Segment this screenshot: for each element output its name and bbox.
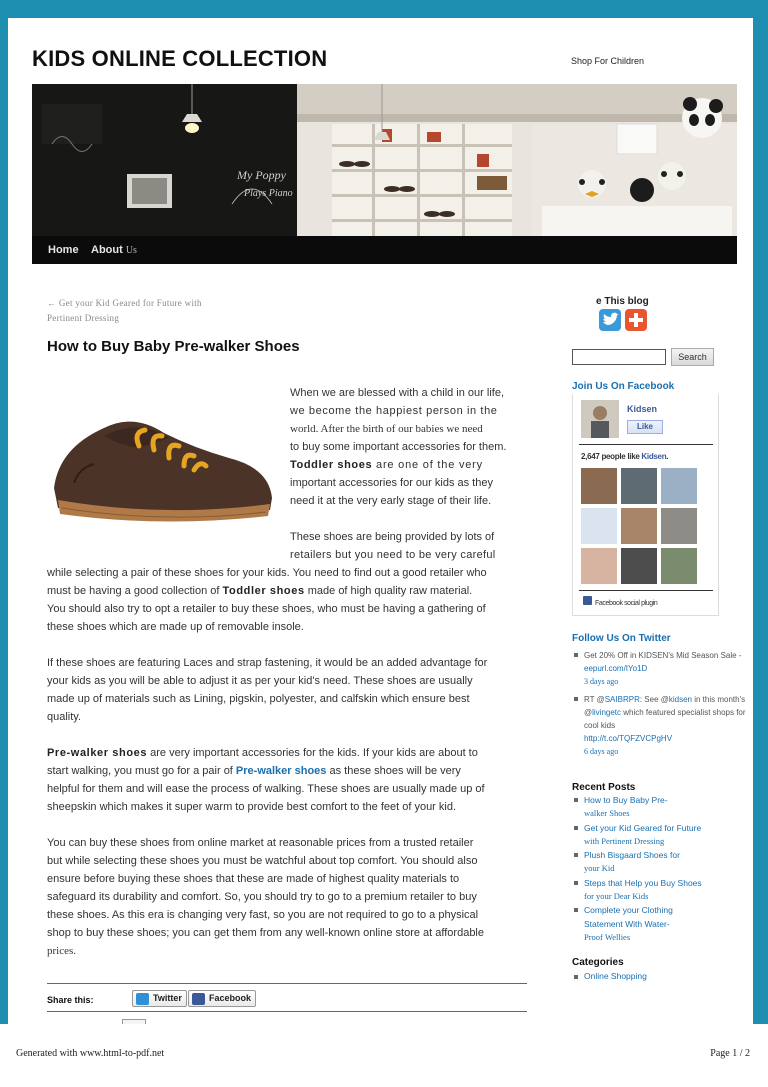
tweet-text: Get 20% Off in KIDSEN's Mid Season Sale - [584,651,742,660]
share-twitter-label: Twitter [153,993,182,1003]
prewalker-bold: Pre-walker shoes [47,747,148,759]
tweet-time[interactable]: 3 days ago [584,677,619,687]
svg-text:Plays Piano: Plays Piano [244,188,293,199]
fb-fan-avatar[interactable] [581,508,617,544]
p1-after-bold: are one of the very [372,459,483,471]
paragraph-3 [47,654,529,726]
facebook-icon [192,993,205,1005]
p4-text: start walking, you must go for a pair of [47,765,236,777]
bullet [574,881,578,885]
paragraph-5 [47,834,529,960]
recent-post-line: Plush Bisgaard Shoes for [584,850,680,861]
p4-text: are very important accessories for the kids. If your kids are about to [147,747,478,759]
previous-post-link[interactable] [47,296,237,326]
p4-line: helpful for them and will ease the process of walking. These shoes are usually made up of [47,783,485,795]
category-link[interactable] [572,971,742,981]
fb-like-button[interactable] [627,420,663,434]
addthis-plus-icon[interactable] [625,309,647,331]
recent-post-line: Statement With Water- [584,918,670,929]
p4-line: sheepskin which makes it super warm to provide best comfort to the feet of your kid. [47,801,457,813]
fb-page-name[interactable]: Kidsen [627,404,658,414]
tweet-text: in this month's @ [584,694,746,717]
share-twitter-button[interactable] [132,990,187,1007]
tweet-time[interactable]: 6 days ago [584,747,619,757]
p1-line-bold [290,456,506,474]
facebook-small-icon [583,596,592,605]
bullet [574,853,578,857]
recent-post-line: with Pertinent Dressing [584,835,665,846]
p2-line: while selecting a pair of these shoes for your kids. You need to find out a good retailer who [47,567,487,579]
fb-fan-avatar[interactable] [581,468,617,504]
recent-post-link[interactable] [572,877,747,904]
recent-posts-list [572,794,747,945]
p4-line [47,762,529,780]
p5-line: but while selecting these shoes you must be watchful about top comfort. You should also [47,855,478,867]
share-label: Share this: [47,995,94,1005]
paragraph-4 [47,744,529,816]
tweet-item [572,649,747,689]
p3-line: made up of materials such as Lining, pigskin, polyester, and calfskin which ensure best [47,693,470,705]
main-nav [32,236,737,264]
p1-line: When we are blessed with a child in our life, [290,387,504,399]
site-title[interactable]: KIDS ONLINE COLLECTION [32,46,328,71]
nav-about-label: About [91,244,123,256]
twitter-share-icon[interactable] [599,309,621,331]
tweet-text: RT @ [584,694,605,704]
p4-line [47,744,529,762]
fb-separator [579,590,713,591]
post-title: How to Buy Baby Pre-walker Shoes [47,338,300,355]
page-number: Page 1 / 2 [710,1048,750,1059]
more-share-button[interactable] [122,1019,146,1024]
tweet-link[interactable]: http://t.co/TQFZVCPgHV [584,734,673,744]
fb-count-suffix: . [666,452,669,461]
p3-line: If these shoes are featuring Laces and strap fastening, it would be an added advantage for [47,657,488,669]
recent-post-link[interactable] [572,822,747,849]
categories-title: Categories [572,957,624,968]
bullet [574,826,578,830]
p2-line: These shoes are being provided by lots of [290,531,495,543]
recent-post-line: Proof Wellies [584,931,631,942]
fb-like-count [581,452,668,461]
p5-line: You can buy these shoes from online market at reasonable prices from a trusted retailer [47,837,474,849]
prev-line1: Get your Kid Geared for Future with [58,298,202,308]
bullet [574,908,578,912]
p1-line: need it at the very early stage of their life. [290,495,492,507]
p2-text: must be having a good collection of [47,585,223,597]
category-label: Online Shopping [584,971,647,981]
recent-post-line: for your Dear Kids [584,891,649,902]
recent-post-line: Steps that Help you Buy Shoes [584,877,702,888]
header-banner-image [32,84,737,236]
tweet-user-link[interactable]: SAIBRPR [604,694,640,704]
twitter-widget-title: Follow Us On Twitter [572,633,671,644]
share-blog-heading: e This blog [596,296,649,307]
fb-fan-avatar[interactable] [581,548,617,584]
fb-fan-avatar[interactable] [621,468,657,504]
p5-line: prices. [47,945,77,957]
search-input[interactable] [572,349,666,365]
tweet-item [572,693,747,759]
share-facebook-label: Facebook [209,993,252,1003]
fb-fan-avatar[interactable] [621,548,657,584]
prev-arrow: ← [47,298,57,308]
fb-fan-avatar[interactable] [621,508,657,544]
p2-text: made of high quality raw material. [304,585,473,597]
fb-fan-avatar[interactable] [661,508,697,544]
fb-count-name[interactable]: Kidsen [641,452,667,461]
p1-line: to buy some important accessories for them. [290,441,507,453]
recent-post-link[interactable] [572,849,747,876]
facebook-like-box [572,394,719,616]
p5-line: ensure before buying these shoes that these are made of highest quality materials to [47,873,460,885]
p1-line: important accessories for our kids as they [290,477,493,489]
bullet [574,697,578,701]
recent-post-line: Get your Kid Geared for Future [584,822,702,833]
tweet-text: which featured specialist shops for cool kids [584,707,746,731]
share-facebook-button[interactable] [188,990,256,1007]
recent-posts-title: Recent Posts [572,782,636,793]
bullet [574,798,578,802]
recent-post-link[interactable] [572,904,747,944]
pdf-generator-footer: Generated with www.html-to-pdf.net [16,1048,165,1059]
search-button[interactable]: Search [671,348,714,366]
p2-line: retailers but you need to be very careful [290,549,496,561]
tweet-text: : See @ [639,694,669,704]
p3-line: quality. [47,711,82,723]
paragraph-1 [290,384,506,510]
p5-line: safeguard its durability and comfort. So, you should try to go to a premium retailer to buy [47,891,477,903]
p4-text: as these shoes will be very [326,765,461,777]
fb-fan-avatar[interactable] [661,548,697,584]
p5-line: shop to buy these shoes; you can get them from any well-known online store at affordable [47,927,484,939]
bullet [574,653,578,657]
page [8,18,753,1024]
prev-line2: Pertinent Dressing [47,313,120,323]
tweet-user-link[interactable]: livingetc [592,707,622,717]
p2-line [47,582,529,600]
recent-post-link[interactable] [572,794,747,821]
toddler-shoes-bold-2: Toddler shoes [222,585,305,597]
twitter-icon [136,993,149,1005]
recent-post-line: How to Buy Baby Pre- [584,795,668,805]
site-tagline: Shop For Children [571,56,645,66]
facebook-widget-title: Join Us On Facebook [572,381,675,392]
recent-post-line: your Kid [584,863,615,874]
fb-like-label: Like [636,422,653,431]
p2-line: You should also try to opt a retailer to buy these shoes, who must be having a gathering of [47,603,486,615]
p1-line: world. After the birth of our babies we need [290,423,483,435]
recent-post-line: Complete your Clothing [584,905,673,916]
fb-count-prefix: 2,647 people like [581,452,642,461]
shoe-product-image [44,388,276,536]
p3-line: your kids as you will be able to adjust it as per your kid's need. These shoes are usually [47,675,473,687]
fb-separator [579,444,713,445]
prewalker-shoes-link[interactable]: Pre-walker shoes [235,765,327,777]
paragraph-2 [47,564,529,636]
nav-home[interactable]: Home [48,244,79,256]
tweet-link[interactable]: eepurl.com/IYo1D [584,664,648,674]
paragraph-2-start [290,528,496,564]
share-divider-top [47,983,527,984]
fb-social-plugin-label[interactable]: Facebook social plugin [595,600,658,607]
toddler-shoes-bold: Toddler shoes [290,459,373,471]
tweet-user-link[interactable]: kidsen [668,694,692,704]
fb-fan-avatar[interactable] [661,468,697,504]
nav-about-suffix: Us [125,245,137,256]
fb-page-avatar [581,400,619,438]
tweet-list [572,649,747,763]
recent-post-line: walker Shoes [584,808,630,819]
p5-line: these shoes. As this era is changing very fast, so you are not required to go to a physical [47,909,479,921]
p1-line: we become the happiest person in the [290,405,498,417]
nav-about[interactable] [91,244,137,256]
share-divider-bottom [47,1011,527,1012]
svg-text:My Poppy: My Poppy [237,168,286,182]
bullet [574,975,578,979]
p2-line: these shoes which are made up of removable insole. [47,621,304,633]
